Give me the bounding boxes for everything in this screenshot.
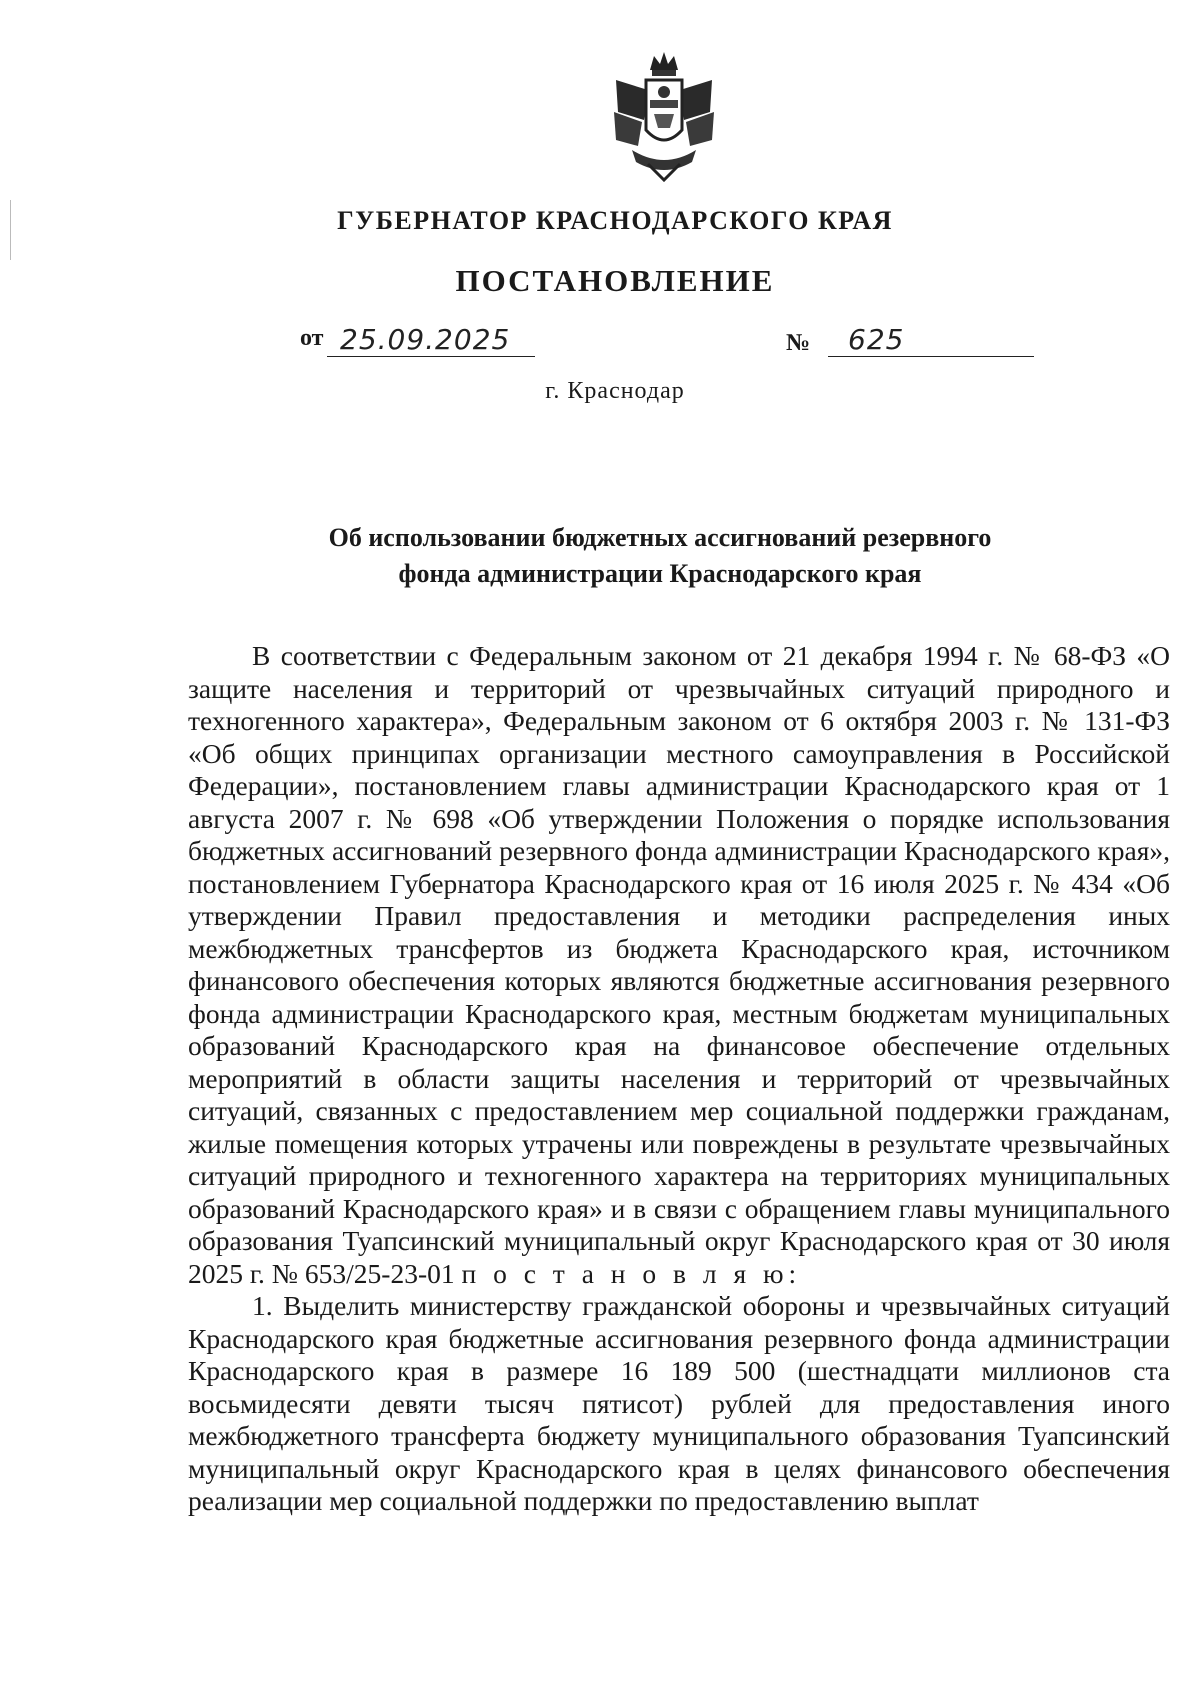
paragraph-item-1: 1. Выделить министерству гражданской обороны и чрезвычайных ситуаций Краснодарского края бюджетные ассигнования резервного фонда администрации Краснодарского края в размере 16 189 500 (шестнадцати миллионов ста восьмидесяти девяти тысяч пятисот) рублей для предоставления иного межбюджетного трансферта бюджету муниципального образования Туапсинский муниципальный округ Краснодарского края в целях финансового обеспечения реализации мер социальной поддержки по предоставлению выплат [188, 1290, 1170, 1516]
coat-of-arms-icon [608, 50, 720, 182]
preamble-text: В соответствии с Федеральным законом от 21 декабря 1994 г. № 68-ФЗ «О защите населения и территорий от чрезвычайных ситуаций природного и техногенного характера», Федеральным законом от 6 октября 2003 г. № 131-ФЗ «Об общих принципах организации местного самоуправления в Российской Федерации», постановлением главы администрации Краснодарского края от 1 августа 2007 г. № 698 «Об утверждении Положения о порядке использования бюджетных ассигнований резервного фонда администрации Краснодарского края», постановлением Губернатора Краснодарского края от 16 июля 2025 г. № 434 «Об утверждении Правил предоставления и методики распределения иных межбюджетных трансфертов из бюджета Краснодарского края, источником финансового обеспечения которых являются бюджетные ассигнования резервного фонда администрации Краснодарского края, местным бюджетам муниципальных образований Краснодарского края на финансовое обеспечение отдельных мероприятий в области защиты населения и территорий от чрезвычайных ситуаций, связанных с предоставлением мер социальной поддержки гражданам, жилые помещения которых утрачены или повреждены в результате чрезвычайных ситуаций природного и техногенного характера на территориях муниципальных образований Краснодарского края» и в связи с обращением главы муниципального образования Туапсинский муниципальный округ Краснодарского края от 30 июля 2025 г. № 653/25-23-01 [188, 640, 1170, 1289]
date-prefix [300, 325, 323, 352]
document-subject [250, 520, 1070, 592]
number-underline [828, 356, 1034, 357]
document-type: ПОСТАНОВЛЕНИЕ [455, 263, 775, 298]
issuing-authority: ГУБЕРНАТОР КРАСНОДАРСКОГО КРАЯ [337, 206, 893, 235]
number-prefix: № [786, 330, 811, 356]
document-body [188, 640, 1170, 1518]
subject-line-1: Об использовании бюджетных ассигнований резервного [328, 523, 992, 552]
date-underline [327, 356, 535, 357]
paragraph-preamble [188, 640, 1170, 1290]
resolve-word: п о с т а н о в л я ю: [461, 1257, 802, 1289]
handwritten-date: 25.09.2025 [340, 323, 511, 356]
city-of-issue: г. Краснодар [545, 378, 685, 404]
subject-line-2: фонда администрации Краснодарского края [398, 559, 922, 588]
handwritten-number: 625 [848, 323, 905, 356]
date-prefix-label: от [300, 325, 324, 351]
